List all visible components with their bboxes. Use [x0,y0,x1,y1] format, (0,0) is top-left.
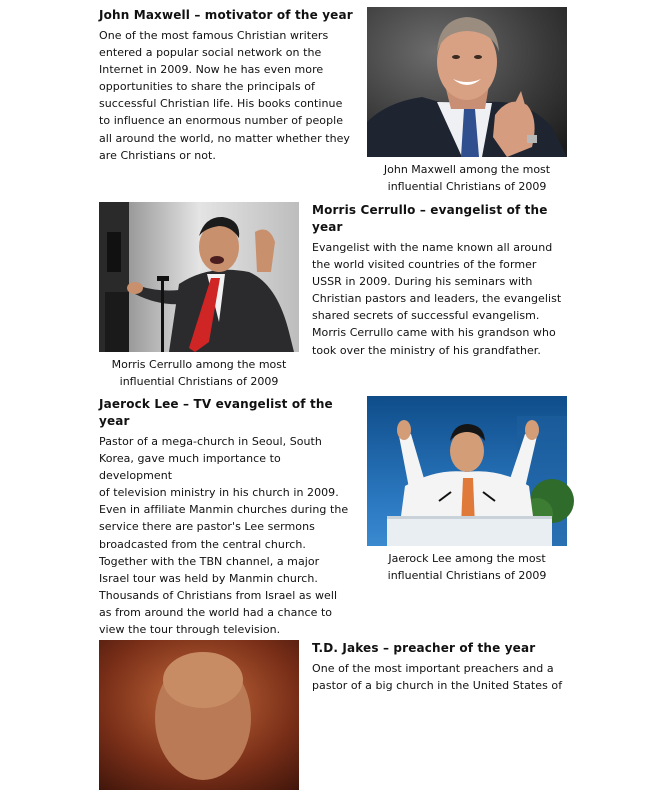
entry-figure [367,396,567,584]
body-line: the world visited countries of the former [312,258,537,272]
entry-text [312,640,570,694]
caption-line: Morris Cerrullo among the most [111,358,287,371]
entry-figure [99,202,299,390]
caption-line: Jaerock Lee among the most [388,552,546,565]
caption-line: influential Christians of 2009 [387,569,547,582]
photo-td-jakes [99,640,299,790]
entry-figure [367,7,567,195]
photo-john-maxwell [367,7,567,157]
photo-caption [99,356,299,390]
body-line: of television ministry in his church in 2009. [99,486,339,500]
body-line: as from around the world had a chance to [99,605,333,619]
body-line: shared secrets of successful evangelism. [312,309,540,323]
body-line: Even in affiliate Manmin churches during the [99,503,349,517]
body-line: Pastor of a mega-church in Seoul, South [99,435,322,448]
body-line: One of the most famous Christian writers [99,29,329,42]
photo-caption [367,550,567,584]
entry-text [312,202,570,359]
body-line: are Christians or not. [99,148,216,162]
body-line: took over the ministry of his grandfather. [312,343,541,357]
body-line: USSR in 2009. During his seminars with [312,275,533,289]
body-line: Christian pastors and leaders, the evangelist [312,292,562,306]
heading-line: Jaerock Lee – TV evangelist of the [99,397,333,411]
body-line: entered a popular social network on the [99,46,322,60]
body-line: pastor of a big church in the United States of [312,679,563,693]
caption-line: John Maxwell among the most [383,163,551,176]
body-line: Thousands of Christians from Israel as well [99,588,338,602]
heading-line: year [99,414,130,428]
body-line: Evangelist with the name known all around [312,241,553,254]
entry-figure [99,640,299,790]
body-line: Internet in 2009. Now he has even more [99,63,324,77]
entry-text [99,396,355,638]
entry-heading [99,396,355,430]
heading-line: year [312,220,343,234]
photo-caption [367,161,567,195]
entry-jaerock-lee [99,396,567,636]
entry-john-maxwell [99,7,567,197]
entry-heading [312,202,570,236]
body-line: all around the world, no matter whether they [99,131,350,145]
entry-heading: John Maxwell – motivator of the year [99,8,353,22]
body-line: One of the most important preachers and a [312,662,554,675]
entry-text [99,7,355,164]
body-line: Together with the TBN channel, a major [99,554,320,568]
caption-line: influential Christians of 2009 [119,375,279,388]
photo-morris-cerrullo [99,202,299,352]
photo-jaerock-lee [367,396,567,546]
body-line: successful Christian life. His books continue [99,97,343,111]
body-line: broadcasted from the central church. [99,537,306,551]
caption-line: influential Christians of 2009 [387,180,547,193]
entry-heading: T.D. Jakes – preacher of the year [312,641,536,655]
body-line: view the tour through television. [99,623,281,637]
entry-td-jakes [99,640,567,693]
entry-body [312,239,570,359]
entry-morris-cerrullo [99,202,567,392]
entry-body [312,660,570,694]
entry-body [99,433,355,638]
entry-body [99,27,355,164]
body-line: service there are pastor's Lee sermons [99,520,315,534]
body-line: Morris Cerrullo came with his grandson who [312,326,556,340]
heading-line: Morris Cerrullo – evangelist of the [312,203,548,217]
body-line: Israel tour was held by Manmin church. [99,571,318,585]
body-line: to influence an enormous number of people [99,114,344,128]
body-line: opportunities to share the principals of [99,80,315,94]
body-line: Korea, gave much importance to development [99,452,281,483]
